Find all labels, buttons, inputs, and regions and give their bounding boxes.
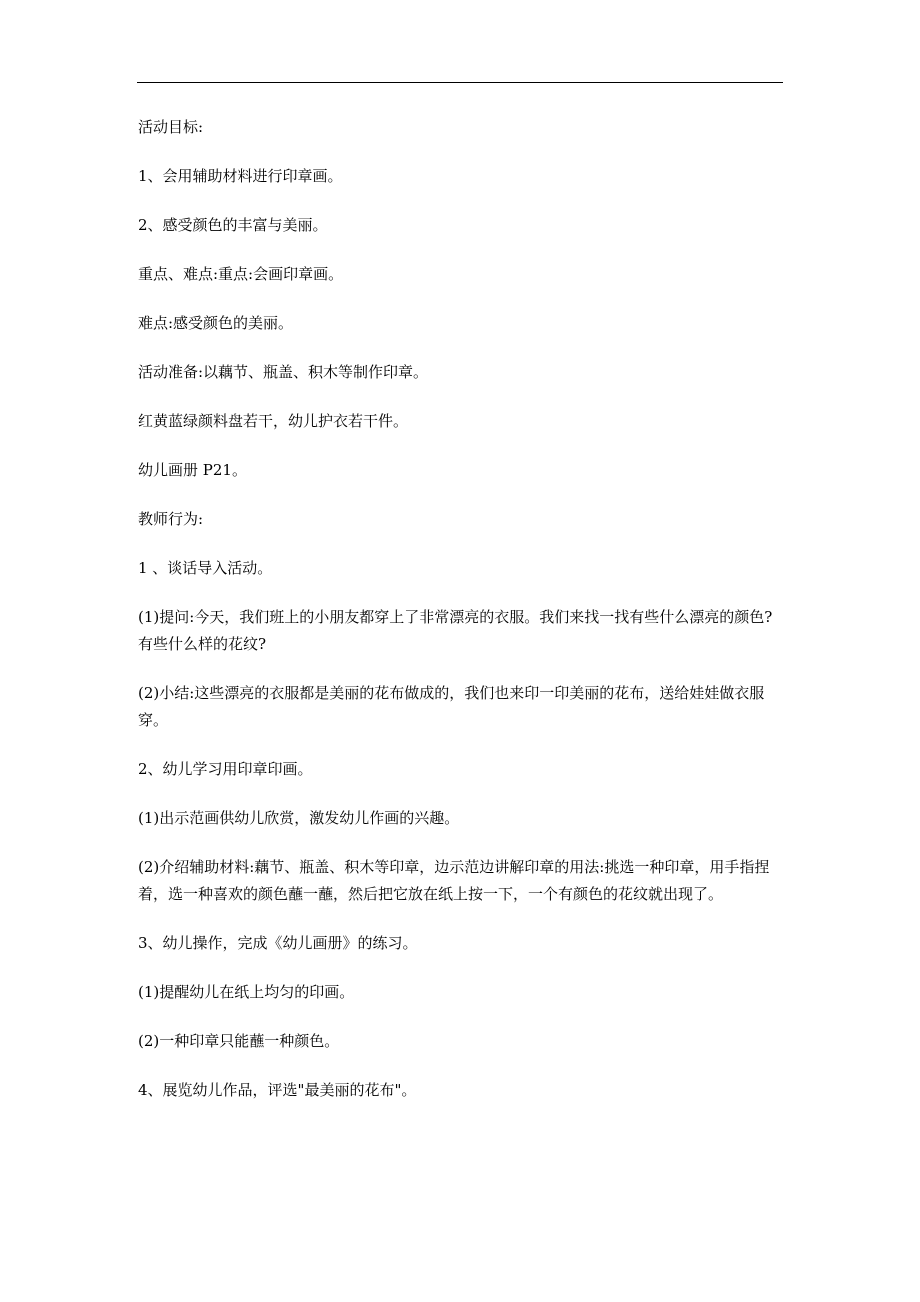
step-2: 2、幼儿学习用印章印画。	[138, 760, 313, 778]
step-3-remind: (1)提醒幼儿在纸上均匀的印画。	[138, 983, 355, 1001]
step-4: 4、展览幼儿作品，评选"最美丽的花布"。	[138, 1081, 417, 1099]
step-1-summary: (2)小结:这些漂亮的衣服都是美丽的花布做成的，我们也来印一印美丽的花布，送给娃娃做衣服穿。	[138, 684, 765, 729]
header-rule	[137, 82, 783, 83]
preparation-book: 幼儿画册 P21。	[138, 461, 247, 479]
step-1-question: (1)提问:今天，我们班上的小朋友都穿上了非常漂亮的衣服。我们来找一找有些什么漂亮的颜色?有些什么样的花纹?	[138, 608, 773, 653]
key-points: 重点、难点:重点:会画印章画。	[138, 265, 344, 283]
step-3-one-color: (2)一种印章只能蘸一种颜色。	[138, 1032, 340, 1050]
heading-objectives: 活动目标:	[138, 118, 204, 136]
step-1: 1 、谈话导入活动。	[138, 559, 273, 577]
step-2-show-sample: (1)出示范画供幼儿欣赏，激发幼儿作画的兴趣。	[138, 809, 460, 827]
objective-2: 2、感受颜色的丰富与美丽。	[138, 216, 328, 234]
difficult-points: 难点:感受颜色的美丽。	[138, 314, 294, 332]
heading-teacher-behavior: 教师行为:	[138, 510, 204, 528]
objective-1: 1、会用辅助材料进行印章画。	[138, 167, 343, 185]
step-3: 3、幼儿操作，完成《幼儿画册》的练习。	[138, 934, 418, 952]
preparation: 活动准备:以藕节、瓶盖、积木等制作印章。	[138, 363, 429, 381]
step-2-introduce-materials: (2)介绍辅助材料:藕节、瓶盖、积木等印章，边示范边讲解印章的用法:挑选一种印章，用手指捏着，选一种喜欢的颜色蘸一蘸，然后把它放在纸上按一下，一个有颜色的花纹就出现了。	[138, 858, 770, 903]
preparation-materials: 红黄蓝绿颜料盘若干，幼儿护衣若干件。	[138, 412, 409, 430]
document-body	[138, 114, 784, 1126]
